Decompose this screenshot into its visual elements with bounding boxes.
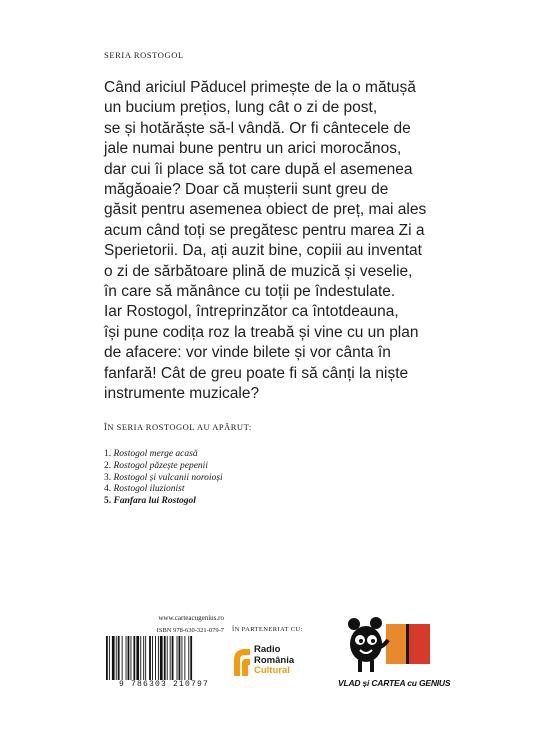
- description-line: dar cui îi place să tot care după el asemenea: [104, 160, 413, 178]
- description-line: își pune codița roz la treabă și vine cu un plan: [104, 323, 419, 341]
- description-line: o zi de sărbătoare plină de muzică și veselie,: [104, 262, 413, 280]
- radio-brand-line3: Cultural: [254, 665, 290, 676]
- description-line: fanfară! Cât de greu poate fi să cânți la niște: [104, 364, 409, 382]
- barcode-icon: [104, 636, 224, 680]
- series-book-item: [104, 484, 223, 496]
- book-number: 2.: [104, 460, 112, 471]
- description-line: jale numai bune pentru un arici morocănos,: [104, 140, 402, 158]
- description-line: Când ariciul Păducel primește de la o mătușă: [104, 79, 416, 96]
- barcode-digits: 9 786303 210797: [118, 680, 209, 689]
- series-book-item: [104, 461, 223, 473]
- description-line: instrumente muzicale?: [104, 385, 260, 403]
- book-title: Rostogol păzește pepenii: [113, 460, 208, 471]
- series-list-title: ÎN SERIA ROSTOGOL AU APĂRUT:: [104, 422, 252, 432]
- publisher-name: VLAD și CARTEA cu GENIUS: [338, 678, 451, 688]
- description-line: măgăoaie? Doar că mușterii sunt greu de: [104, 181, 389, 199]
- partner-label: ÎN PARTENERIAT CU:: [232, 626, 303, 633]
- series-book-item: [104, 496, 223, 508]
- book-description: [104, 78, 464, 405]
- publisher-website: www.carteacugenius.ro: [158, 614, 224, 622]
- description-line: Sperietorii. Da, ați auzit bine, copiii au inventat: [104, 242, 422, 260]
- radio-romania-logo-icon: [232, 646, 252, 678]
- book-number: 1.: [104, 449, 112, 459]
- description-line: un bucium prețios, lung cât o zi de post,: [104, 99, 378, 117]
- series-book-item: [104, 449, 223, 461]
- description-line: Iar Rostogol, întreprinzător ca întotdeauna,: [104, 303, 399, 321]
- description-line: acum când toți se pregătesc pentru marea Zi a: [104, 221, 425, 239]
- radio-brand-line2: România: [254, 654, 295, 666]
- vlad-character-icon: [338, 610, 438, 676]
- description-line: în care să mănânce cu toții pe îndestulate.: [104, 283, 396, 301]
- book-title: Fanfara lui Rostogol: [113, 496, 196, 507]
- radio-brand-line1: Radio: [254, 644, 281, 655]
- series-book-item: [104, 473, 223, 485]
- radio-romania-logo: [232, 644, 320, 680]
- description-line: se și hotărăște să-l vândă. Or fi cântecele de: [104, 119, 411, 137]
- publisher-logo: [338, 610, 451, 694]
- description-line: găsit pentru asemenea obiect de preț, mai ales: [104, 201, 427, 219]
- book-title: Rostogol și vulcanii noroioși: [113, 472, 223, 483]
- book-number: 4.: [104, 484, 112, 495]
- isbn-text: ISBN 978-630-321-079-7: [156, 627, 224, 634]
- series-label: SERIA ROSTOGOL: [104, 50, 184, 60]
- book-number: 5.: [104, 496, 112, 507]
- book-title: Rostogol iluzionist: [113, 484, 185, 495]
- series-book-list: [104, 449, 223, 508]
- book-title: Rostogol merge acasă: [113, 449, 198, 459]
- description-line: de afacere: vor vinde bilete și vor cânta în: [104, 344, 391, 362]
- book-number: 3.: [104, 472, 112, 483]
